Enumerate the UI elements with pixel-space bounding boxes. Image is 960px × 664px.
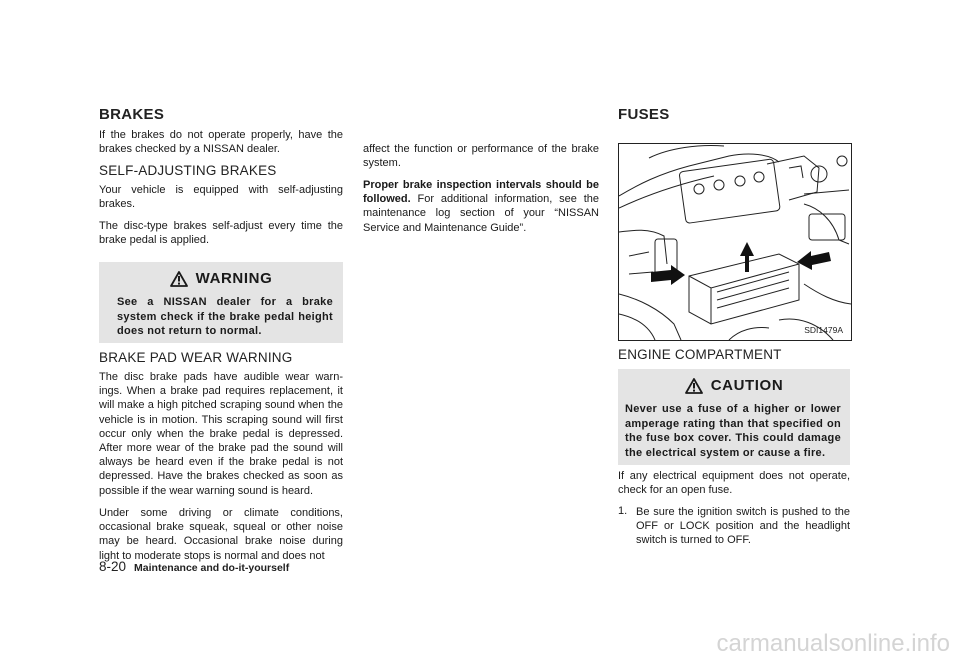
watermark: carmanualsonline.info: [716, 630, 950, 657]
pad-wear-title: BRAKE PAD WEAR WARNING: [99, 350, 293, 365]
middle-p1: affect the function or performance of the brake system.: [363, 143, 599, 170]
brakes-intro: If the brakes do not operate properly, have the brakes checked by a NISSAN dealer.: [99, 129, 343, 156]
caution-header: [618, 377, 850, 394]
list-item: [618, 505, 850, 548]
warning-triangle-icon: [685, 378, 703, 394]
caution-title: CAUTION: [710, 377, 784, 394]
list-item-number: 1.: [618, 505, 628, 517]
warning-header: [99, 270, 343, 287]
warning-triangle-icon: [170, 271, 188, 287]
figure-code: SDI1479A: [804, 325, 843, 335]
pad-wear-p2: Under some driving or climate conditions, occasional brake squeak, squeal or other noise may be heard. Occasional brake noise during light to moderate stops is normal and does not: [99, 507, 343, 562]
inspection-intervals-rest: For additional information, see the maintenance log section of your “NISSAN Service and Maintenance Guide”.: [363, 193, 599, 234]
middle-p2: [363, 178, 599, 235]
warning-body: See a NISSAN dealer for a brake system check if the brake pedal height does not return to normal.: [117, 296, 333, 338]
engine-compartment-figure: [618, 143, 852, 341]
list-item-text: Be sure the ignition switch is pushed to the OFF or LOCK position and the headlight switch is turned to OFF.: [636, 506, 850, 547]
fuses-heading: FUSES: [618, 106, 670, 123]
warning-box: [99, 262, 343, 343]
inspection-intervals-bold: Proper brake inspection intervals should be followed.: [363, 179, 599, 206]
engine-compartment-title: ENGINE COMPARTMENT: [618, 347, 782, 362]
brakes-heading: BRAKES: [99, 106, 165, 123]
self-adjusting-p1: Your vehicle is equipped with self-adjusting brakes.: [99, 184, 343, 211]
caution-box: [618, 369, 850, 465]
fuses-p1: If any electrical equipment does not operate, check for an open fuse.: [618, 470, 850, 497]
page-footer: [99, 559, 289, 574]
caution-body: Never use a fuse of a higher or lower amperage rating than that specified on the fuse box cover. This could damage the electrical system or cause a fire.: [625, 403, 841, 459]
pad-wear-p1: The disc brake pads have audible wear warn- ings. When a brake pad requires replacement, it will make a high pitched scraping sound when the vehicle is in motion. This scraping sound will first occur only when the brake pedal is depressed. After more wear of the brake pad the sound will always be heard even if the brake pedal is not depressed. Have the brakes checked as soon as possible if the wear warning sound is heard.: [99, 371, 343, 497]
self-adjusting-title: SELF-ADJUSTING BRAKES: [99, 163, 277, 178]
fuse-steps-list: [618, 505, 850, 548]
engine-fuse-box-illustration: [619, 144, 851, 340]
section-name: Maintenance and do-it-yourself: [134, 562, 290, 574]
warning-title: WARNING: [195, 270, 273, 287]
page-number: 8-20: [99, 559, 127, 574]
self-adjusting-p2: The disc-type brakes self-adjust every time the brake pedal is applied.: [99, 220, 343, 247]
